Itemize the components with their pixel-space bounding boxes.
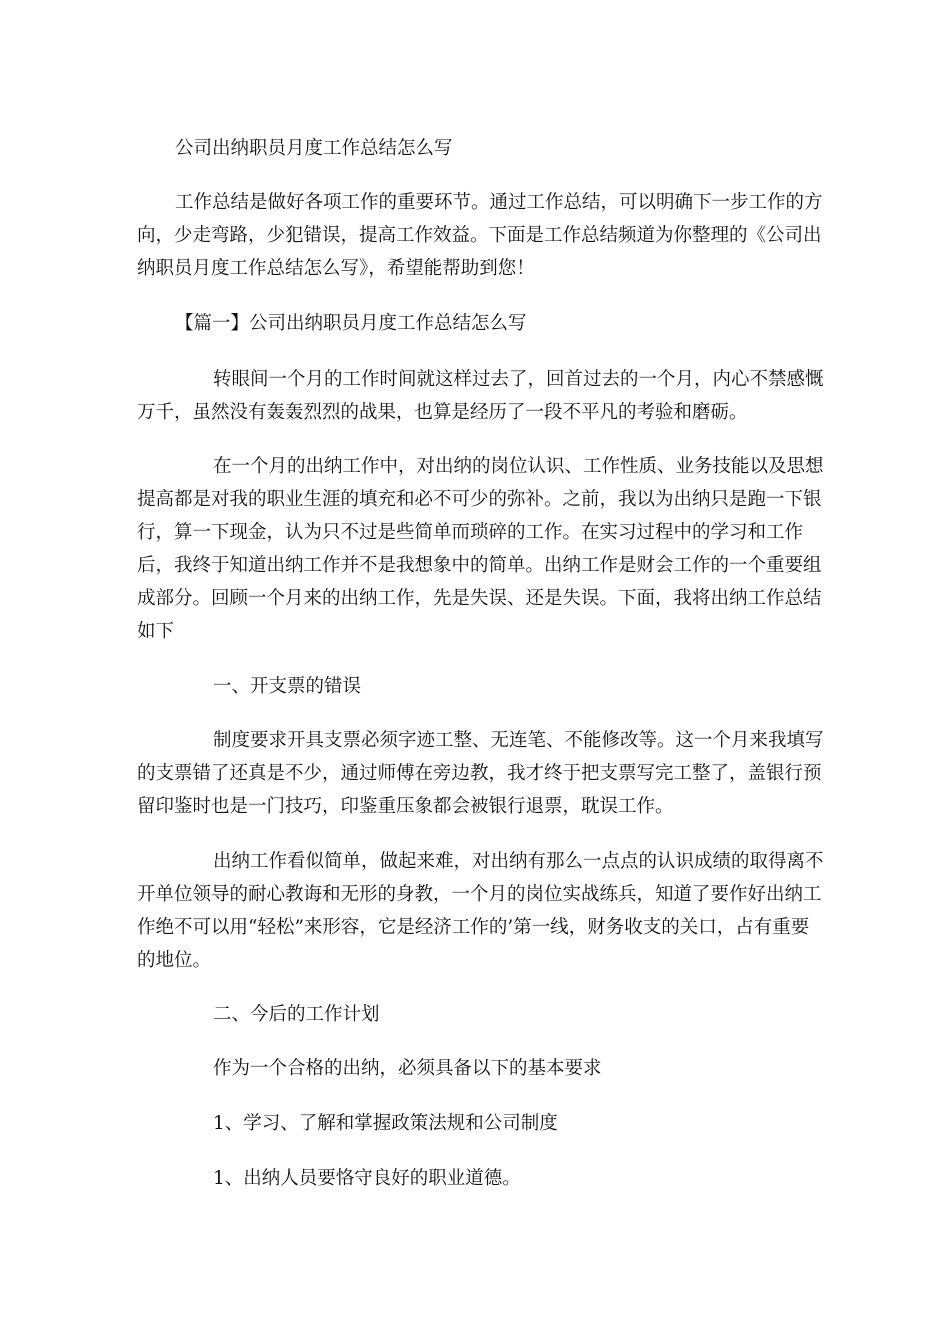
intro-paragraph: 工作总结是做好各项工作的重要环节。通过工作总结，可以明确下一步工作的方向，少走弯路，少犯错误，提高工作效益。下面是工作总结频道为你整理的《公司出纳职员月度工作总结怎么写》，希望能帮助到您！ (137, 192, 823, 279)
body-paragraph: 制度要求开具支票必须字迹工整、无连笔、不能修改等。这一个月来我填写的支票错了还真是不少，通过师傅在旁边教，我才终于把支票写完工整了，盖银行预留印鉴时也是一门技巧，印鉴重压象都会被银行退票，耽误工作。 (137, 730, 824, 817)
body-paragraph: 出纳工作看似简单，做起来难，对出纳有那么一点点的认识成绩的取得离不开单位领导的耐心教诲和无形的身教，一个月的岗位实战练兵，知道了要作好出纳工作绝不可以用“轻松”来形容，它是经济工作的’第一线，财务收支的关口，占有重要的地位。 (137, 851, 824, 971)
body-paragraph: 转眼间一个月的工作时间就这样过去了，回首过去的一个月，内心不禁感慨万千，虽然没有轰轰烈烈的战果，也算是经历了一段不平凡的考验和磨砺。 (137, 369, 824, 423)
subheading-work-plan: 二、今后的工作计划 (213, 1004, 380, 1025)
section-heading: 【篇一】公司出纳职员月度工作总结怎么写 (175, 313, 527, 334)
body-paragraph: 作为一个合格的出纳，必须具备以下的基本要求 (213, 1058, 602, 1079)
list-item: 1、出纳人员要恪守良好的职业道德。 (213, 1168, 521, 1189)
document-title: 公司出纳职员月度工作总结怎么写 (175, 138, 453, 159)
list-item: 1、学习、了解和掌握政策法规和公司制度 (213, 1113, 558, 1134)
subheading-cheque-errors: 一、开支票的错误 (213, 676, 362, 697)
body-paragraph: 在一个月的出纳工作中，对出纳的岗位认识、工作性质、业务技能以及思想提高都是对我的职业生涯的填充和必不可少的弥补。之前，我以为出纳只是跑一下银行，算一下现金，认为只不过是些简单而琐碎的工作。在实习过程中的学习和工作后，我终于知道出纳工作并不是我想象中的简单。出纳工作是财会工作的一个重要组成部分。回顾一个月来的出纳工作，先是失误、还是失误。下面，我将出纳工作总结如下 (137, 456, 824, 642)
